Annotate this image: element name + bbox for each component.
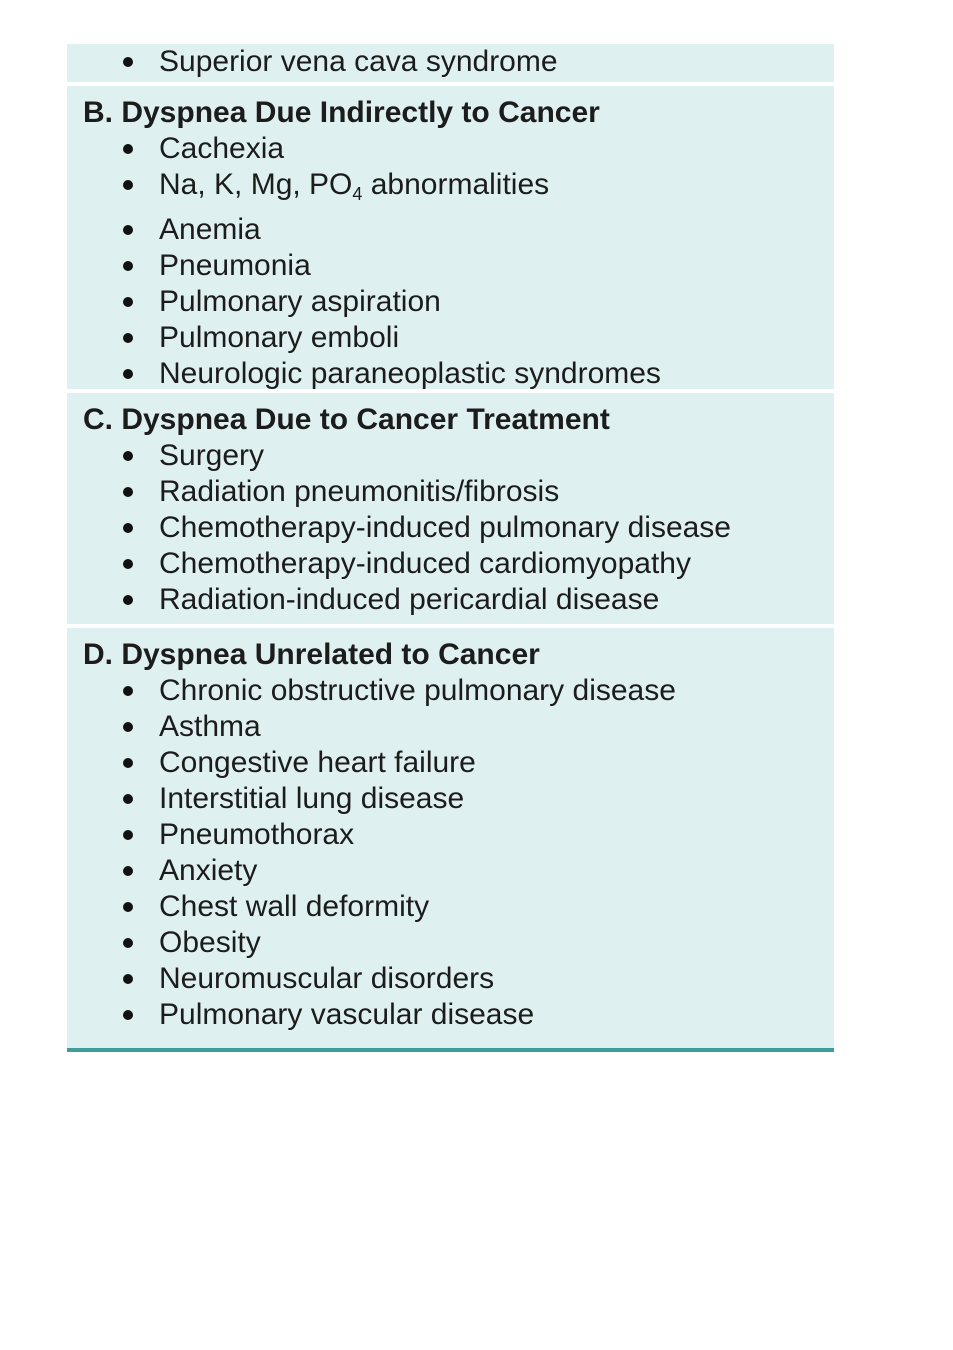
list-item <box>67 546 834 582</box>
bullet-icon <box>123 523 133 533</box>
section-heading: C. Dyspnea Due to Cancer Treatment <box>83 403 610 436</box>
bullet-icon <box>123 333 133 343</box>
item-text-prefix: Na, K, Mg, PO <box>159 168 353 201</box>
bullet-icon <box>123 144 133 154</box>
bullet-icon <box>123 261 133 271</box>
bullet-icon <box>123 722 133 732</box>
bottom-rule <box>67 1048 834 1052</box>
item-text: Pulmonary aspiration <box>159 285 441 318</box>
list-item <box>67 320 834 356</box>
bullet-icon <box>123 794 133 804</box>
list-item <box>67 510 834 546</box>
list-item <box>67 781 834 817</box>
section-a-continued <box>67 44 834 82</box>
list-item <box>67 997 834 1033</box>
bullet-icon <box>123 451 133 461</box>
bullet-icon <box>123 595 133 605</box>
list-item <box>67 248 834 284</box>
item-text: Superior vena cava syndrome <box>159 45 558 78</box>
section-heading: D. Dyspnea Unrelated to Cancer <box>83 638 540 671</box>
list-item <box>67 709 834 745</box>
section-heading: B. Dyspnea Due Indirectly to Cancer <box>83 96 600 129</box>
list-item <box>67 817 834 853</box>
bullet-icon <box>123 686 133 696</box>
item-text: Neuromuscular disorders <box>159 962 495 995</box>
item-text: Interstitial lung disease <box>159 782 465 815</box>
bullet-icon <box>123 487 133 497</box>
list-item <box>67 582 834 618</box>
bullet-icon <box>123 1010 133 1020</box>
item-text: Pulmonary emboli <box>159 321 400 354</box>
bullet-icon <box>123 180 133 190</box>
dyspnea-causes-table <box>67 44 834 1052</box>
item-text-suffix: abnormalities <box>362 168 550 201</box>
item-text: Radiation pneumonitis/fibrosis <box>159 475 560 508</box>
item-text: Neurologic paraneoplastic syndromes <box>159 357 661 390</box>
item-text: Pneumothorax <box>159 818 355 851</box>
list-item <box>67 438 834 474</box>
bullet-icon <box>123 902 133 912</box>
list-item <box>67 853 834 889</box>
bullet-icon <box>123 57 133 67</box>
list-item <box>67 44 834 80</box>
item-text: Pulmonary vascular disease <box>159 998 535 1031</box>
list-item <box>67 889 834 925</box>
list-item <box>67 284 834 320</box>
list-item <box>67 212 834 248</box>
section-d <box>67 628 834 1048</box>
section-c <box>67 393 834 624</box>
bullet-icon <box>123 758 133 768</box>
bullet-icon <box>123 369 133 379</box>
bullet-icon <box>123 938 133 948</box>
item-text-subscript: 4 <box>352 184 363 204</box>
bullet-icon <box>123 225 133 235</box>
bullet-icon <box>123 866 133 876</box>
section-b <box>67 86 834 389</box>
bullet-icon <box>123 559 133 569</box>
item-text: Chemotherapy-induced cardiomyopathy <box>159 547 691 580</box>
item-text: Chest wall deformity <box>159 890 430 923</box>
item-text: Chemotherapy-induced pulmonary disease <box>159 511 731 544</box>
item-text: Chronic obstructive pulmonary disease <box>159 674 676 707</box>
item-text: Cachexia <box>159 132 285 165</box>
list-item <box>67 745 834 781</box>
list-item <box>67 131 834 167</box>
list-item <box>67 474 834 510</box>
item-text: Anxiety <box>159 854 258 887</box>
item-text: Congestive heart failure <box>159 746 476 779</box>
list-item <box>67 925 834 961</box>
item-text: Pneumonia <box>159 249 311 282</box>
bullet-icon <box>123 830 133 840</box>
list-item <box>67 167 834 212</box>
item-text: Surgery <box>159 439 265 472</box>
item-text: Anemia <box>159 213 261 246</box>
item-text: Radiation-induced pericardial disease <box>159 583 660 616</box>
bullet-icon <box>123 297 133 307</box>
item-text: Asthma <box>159 710 261 743</box>
item-text: Obesity <box>159 926 261 959</box>
bullet-icon <box>123 974 133 984</box>
list-item <box>67 673 834 709</box>
list-item <box>67 356 834 392</box>
list-item <box>67 961 834 997</box>
